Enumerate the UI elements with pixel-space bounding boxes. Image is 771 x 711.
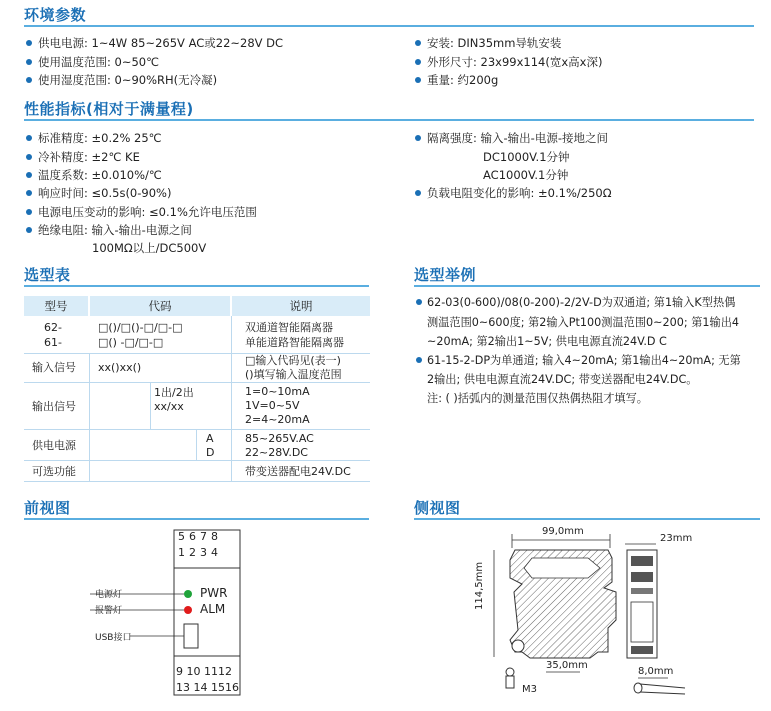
example-line: 注: ( )括弧内的测量范围仅热偶热阻才填写。 (427, 392, 648, 405)
example-line: 61-15-2-DP为单通道; 输入4~20mA; 第1输出4~20mA; 无第 (416, 352, 741, 370)
bullet-icon (416, 357, 422, 363)
wire-icon (634, 683, 642, 693)
section-title-env: 环境参数 (24, 6, 87, 24)
perf-item: 温度系数: ±0.010%/℃ (26, 168, 162, 182)
example-line: ~20mA; 第2输出1~5V; 供电电源直流24V.D C (427, 335, 667, 348)
terminal-numbers-bottom: 9 10 1112 (176, 665, 232, 678)
example-line: 62-03(0-600)/08(0-200)-2/2V-D为双通道; 第1输入K型热偶 (416, 294, 735, 312)
terminal-screw (631, 646, 653, 654)
bullet-icon (26, 154, 32, 160)
env-item: 外形尺寸: 23x99x114(宽x高x深) (415, 55, 602, 69)
table-rule (196, 429, 197, 460)
terminal-screw (631, 556, 653, 566)
table-cell-desc: □输入代码见(表一) (245, 354, 341, 367)
perf-item-continuation: DC1000V.1分钟 (483, 150, 570, 164)
power-led-icon (184, 590, 192, 598)
bullet-icon (26, 190, 32, 196)
perf-item-continuation: AC1000V.1分钟 (483, 168, 569, 182)
dim-rail-label: 35,0mm (546, 660, 588, 671)
table-cell-desc: 2=4~20mA (245, 413, 310, 426)
perf-item: 冷补精度: ±2℃ KE (26, 150, 140, 164)
section-divider (414, 285, 760, 287)
perf-item-continuation: 100MΩ以上/DC500V (92, 241, 207, 255)
section-divider (414, 518, 760, 520)
table-cell-desc: ()填写输入温度范围 (245, 368, 342, 381)
table-rule (24, 429, 370, 430)
bullet-icon (415, 59, 421, 65)
example-line: 测温范围0~600度; 第2输入Pt100测温范围0~200; 第1输出4 (427, 316, 739, 329)
usb-caption: USB接口 (95, 633, 132, 643)
table-cell-code: 1出/2出 (154, 386, 194, 399)
bullet-icon (26, 135, 32, 141)
dim-width-label: 23mm (660, 533, 693, 544)
bullet-icon (416, 299, 422, 305)
env-item: 使用湿度范围: 0~90%RH(无冷凝) (26, 73, 217, 87)
dim-depth-label: 99,0mm (542, 526, 584, 537)
env-item: 重量: 约200g (415, 73, 498, 87)
screw-icon (506, 676, 514, 688)
alarm-led-icon (184, 606, 192, 614)
env-item: 安装: DIN35mm导轨安装 (415, 36, 561, 50)
pwr-label: PWR (200, 586, 228, 600)
env-item: 供电电源: 1~4W 85~265V AC或22~28V DC (26, 36, 283, 50)
dim-height-label: 114,5mm (474, 561, 485, 610)
usb-port-icon (184, 624, 198, 648)
alm-label: ALM (200, 602, 226, 616)
bullet-icon (26, 172, 32, 178)
bullet-icon (26, 209, 32, 215)
perf-item: 电源电压变动的影响: ≤0.1%允许电压范围 (26, 205, 257, 219)
table-header-desc: 说明 (232, 296, 370, 316)
perf-item: 绝缘电阻: 输入-输出-电源之间 (26, 223, 192, 237)
table-header-code: 代码 (90, 296, 230, 316)
power-led-caption: 电源灯 (95, 590, 123, 600)
table-rule (231, 316, 232, 481)
table-cell-label: 输出信号 (32, 400, 76, 413)
table-cell-desc: 单能道路智能隔离器 (245, 336, 344, 349)
env-item: 使用温度范围: 0~50℃ (26, 55, 159, 69)
terminal-numbers-top: 5678 (178, 530, 222, 543)
wire-icon (640, 684, 685, 688)
screw-icon (506, 668, 514, 676)
table-cell-desc: 双通道智能隔离器 (245, 321, 333, 334)
table-cell-desc: 22~28V.DC (245, 446, 308, 459)
section-divider (24, 285, 369, 287)
perf-item: 隔离强度: 输入-输出-电源-接地之间 (415, 131, 608, 145)
table-cell-code: xx()xx() (98, 361, 142, 374)
perf-item: 负载电阻变化的影响: ±0.1%/250Ω (415, 186, 612, 200)
dim-wire-label: 8,0mm (638, 666, 674, 677)
terminal-numbers-bottom: 13 14 1516 (176, 681, 239, 694)
section-title-front-view: 前视图 (24, 499, 71, 517)
terminal-screw (631, 572, 653, 582)
table-cell-label: 可选功能 (32, 465, 76, 478)
table-cell-code: A (206, 432, 214, 445)
table-rule (24, 481, 370, 482)
table-rule (24, 460, 370, 461)
table-cell-desc: 1V=0~5V (245, 399, 300, 412)
perf-item: 响应时间: ≤0.5s(0-90%) (26, 186, 171, 200)
bullet-icon (415, 190, 421, 196)
table-cell-model: 61- (44, 336, 62, 349)
table-cell-code: xx/xx (154, 400, 184, 413)
section-divider (24, 518, 369, 520)
bullet-icon (415, 135, 421, 141)
perf-item: 标准精度: ±0.2% 25℃ (26, 131, 162, 145)
table-cell-code: □()/□()-□/□-□ (98, 321, 183, 334)
terminal-window (631, 602, 653, 642)
screw-label: M3 (522, 684, 537, 695)
alarm-led-caption: 报警灯 (95, 606, 123, 616)
bullet-icon (26, 227, 32, 233)
housing-clip (512, 640, 524, 652)
section-title-select-example: 选型举例 (414, 266, 477, 284)
table-cell-label: 输入信号 (32, 361, 76, 374)
bullet-icon (26, 40, 32, 46)
table-rule (89, 353, 90, 481)
table-rule (150, 382, 151, 429)
section-divider (24, 25, 754, 27)
table-rule (24, 382, 370, 383)
wire-icon (640, 692, 685, 694)
side-view-drawing (470, 522, 710, 708)
section-title-perf: 性能指标(相对于满量程) (24, 100, 194, 118)
table-cell-desc: 带变送器配电24V.DC (245, 465, 351, 478)
section-divider (24, 119, 754, 121)
bullet-icon (26, 59, 32, 65)
table-cell-desc: 1=0~10mA (245, 385, 310, 398)
table-header-model: 型号 (24, 296, 88, 316)
section-title-select-table: 选型表 (24, 266, 71, 284)
bullet-icon (415, 77, 421, 83)
table-cell-code: □() -□/□-□ (98, 336, 164, 349)
table-cell-code: D (206, 446, 215, 459)
example-line: 2输出; 供电电源直流24V.DC; 带变送器配电24V.DC。 (427, 373, 698, 386)
bullet-icon (415, 40, 421, 46)
terminal-numbers-top: 1234 (178, 546, 222, 559)
table-cell-label: 供电电源 (32, 439, 76, 452)
terminal-screw (631, 588, 653, 594)
bullet-icon (26, 77, 32, 83)
housing-recess (524, 558, 600, 578)
section-title-side-view: 侧视图 (414, 499, 461, 517)
table-cell-desc: 85~265V.AC (245, 432, 314, 445)
table-cell-model: 62- (44, 321, 62, 334)
